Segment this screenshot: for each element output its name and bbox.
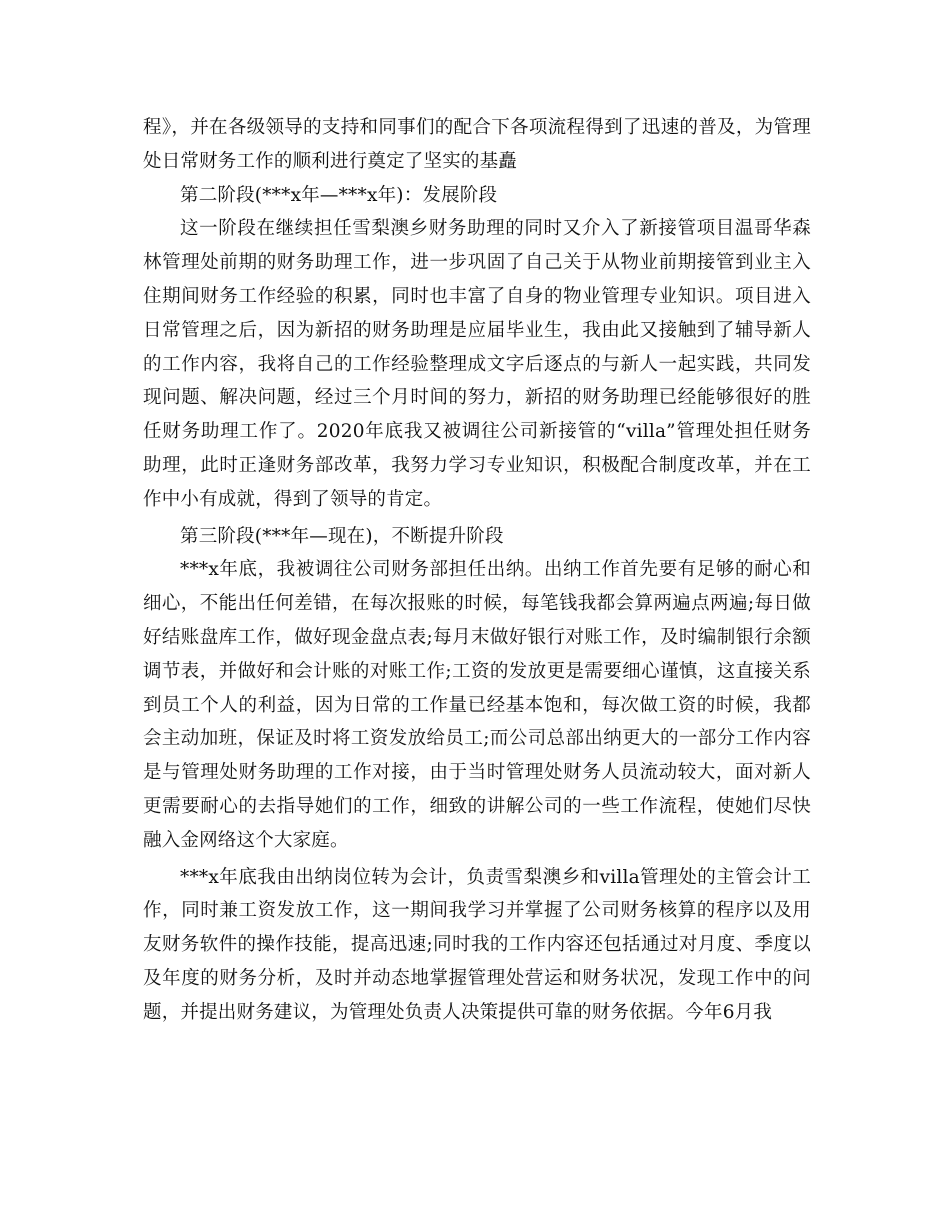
section-heading-stage-3: 第三阶段(***年—现在)，不断提升阶段 (180, 525, 504, 547)
paragraph-stage-2: 这一阶段在继续担任雪梨澳乡财务助理的同时又介入了新接管项目温哥华森林管理处前期的财务助理工作，进一步巩固了自己关于从物业前期接管到业主入住期间财务工作经验的积累，同时也丰富了自身的物业管理专业知识。项目进入日常管理之后，因为新招的财务助理是应届毕业生，我由此又接触到了辅导新人的工作内容，我将自己的工作经验整理成文字后逐点的与新人一起实践，共同发现问题、解决问题，经过三个月时间的努力，新招的财务助理已经能够很好的胜任财务助理工作了。2020年底我又被调往公司新接管的“villa”管理处担任财务助理，此时正逢财务部改革，我努力学习专业知识，积极配合制度改革，并在工作中小有成就，得到了领导的肯定。 (143, 218, 811, 510)
paragraph-accountant: ***x年底我由出纳岗位转为会计，负责雪梨澳乡和villa管理处的主管会计工作，同时兼工资发放工作，这一期间我学习并掌握了公司财务核算的程序以及用友财务软件的操作技能，提高迅速;同时我的工作内容还包括通过对月度、季度以及年度的财务分析，及时并动态地掌握管理处营运和财务状况，发现工作中的问题，并提出财务建议，为管理处负责人决策提供可靠的财务依据。今年6月我 (143, 866, 811, 1023)
section-heading-stage-2: 第二阶段(***x年—***x年)：发展阶段 (180, 184, 498, 206)
document-body (143, 111, 811, 1030)
paragraph-1: 程》，并在各级领导的支持和同事们的配合下各项流程得到了迅速的普及，为管理处日常财务工作的顺利进行奠定了坚实的基矗 (143, 117, 811, 172)
paragraph-cashier: ***x年底，我被调往公司财务部担任出纳。出纳工作首先要有足够的耐心和细心，不能出任何差错，在每次报账的时候，每笔钱我都会算两遍点两遍;每日做好结账盘库工作，做好现金盘点表;每月末做好银行对账工作，及时编制银行余额调节表，并做好和会计账的对账工作;工资的发放更是需要细心谨慎，这直接关系到员工个人的利益，因为日常的工作量已经基本饱和，每次做工资的时候，我都会主动加班，保证及时将工资发放给员工;而公司总部出纳更大的一部分工作内容是与管理处财务助理的工作对接，由于当时管理处财务人员流动较大，面对新人更需要耐心的去指导她们的工作，细致的讲解公司的一些工作流程，使她们尽快融入金网络这个大家庭。 (143, 559, 811, 851)
